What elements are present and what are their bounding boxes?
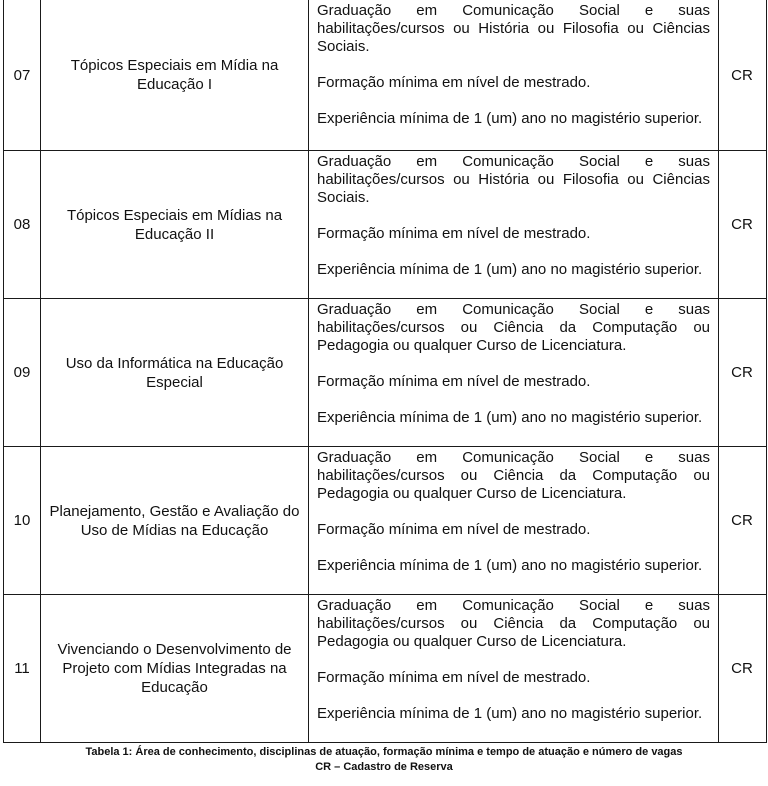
row-number: 08	[4, 151, 41, 298]
vacancies-value: CR	[731, 66, 753, 84]
formation-requirement: Formação mínima em nível de mestrado.	[317, 521, 591, 538]
table-caption	[0, 745, 768, 775]
table-row	[4, 150, 766, 298]
graduation-requirement: Graduação em Comunicação Social e suas habilitações/cursos ou História ou Filosofia ou Ciências Sociais.	[317, 153, 710, 206]
requirements-cell	[309, 447, 719, 594]
formation-requirement: Formação mínima em nível de mestrado.	[317, 74, 591, 91]
table-row	[4, 0, 766, 150]
table-row	[4, 594, 766, 742]
graduation-requirement: Graduação em Comunicação Social e suas habilitações/cursos ou Ciência da Computação ou Pedagogia ou qualquer Curso de Licenciatura.	[317, 301, 710, 354]
experience-requirement: Experiência mínima de 1 (um) ano no magistério superior.	[317, 261, 703, 278]
vacancies-table	[3, 0, 767, 743]
vacancies-value: CR	[731, 216, 753, 233]
vacancies-value: CR	[731, 364, 753, 381]
row-number: 07	[4, 0, 41, 150]
caption-title: Tabela 1: Área de conhecimento, disciplinas de atuação, formação mínima e tempo de atuação e número de vagas	[85, 746, 683, 758]
requirements-cell	[309, 0, 719, 150]
row-number: 11	[4, 595, 41, 742]
requirements-cell	[309, 151, 719, 298]
table-row	[4, 298, 766, 446]
discipline-name: Tópicos Especiais em Mídias na Educação II	[41, 151, 309, 298]
graduation-requirement: Graduação em Comunicação Social e suas habilitações/cursos ou Ciência da Computação ou Pedagogia ou qualquer Curso de Licenciatura.	[317, 597, 710, 650]
requirements-cell	[309, 299, 719, 446]
formation-requirement: Formação mínima em nível de mestrado.	[317, 669, 591, 686]
table-row	[4, 446, 766, 594]
discipline-name: Tópicos Especiais em Mídia na Educação I	[41, 0, 309, 150]
graduation-requirement: Graduação em Comunicação Social e suas habilitações/cursos ou Ciência da Computação ou Pedagogia ou qualquer Curso de Licenciatura.	[317, 449, 710, 502]
formation-requirement: Formação mínima em nível de mestrado.	[317, 225, 591, 242]
vacancies-value: CR	[731, 512, 753, 529]
discipline-name: Planejamento, Gestão e Avaliação do Uso de Mídias na Educação	[41, 447, 309, 594]
caption-legend: CR – Cadastro de Reserva	[315, 761, 453, 773]
vacancies-value: CR	[731, 660, 753, 677]
experience-requirement: Experiência mínima de 1 (um) ano no magistério superior.	[317, 557, 703, 574]
row-number: 09	[4, 299, 41, 446]
graduation-requirement: Graduação em Comunicação Social e suas habilitações/cursos ou História ou Filosofia ou Ciências Sociais.	[317, 2, 710, 55]
formation-requirement: Formação mínima em nível de mestrado.	[317, 373, 591, 390]
requirements-cell	[309, 595, 719, 742]
experience-requirement: Experiência mínima de 1 (um) ano no magistério superior.	[317, 110, 703, 127]
experience-requirement: Experiência mínima de 1 (um) ano no magistério superior.	[317, 705, 703, 722]
row-number: 10	[4, 447, 41, 594]
discipline-name: Uso da Informática na Educação Especial	[41, 299, 309, 446]
experience-requirement: Experiência mínima de 1 (um) ano no magistério superior.	[317, 409, 703, 426]
discipline-name: Vivenciando o Desenvolvimento de Projeto com Mídias Integradas na Educação	[41, 595, 309, 742]
